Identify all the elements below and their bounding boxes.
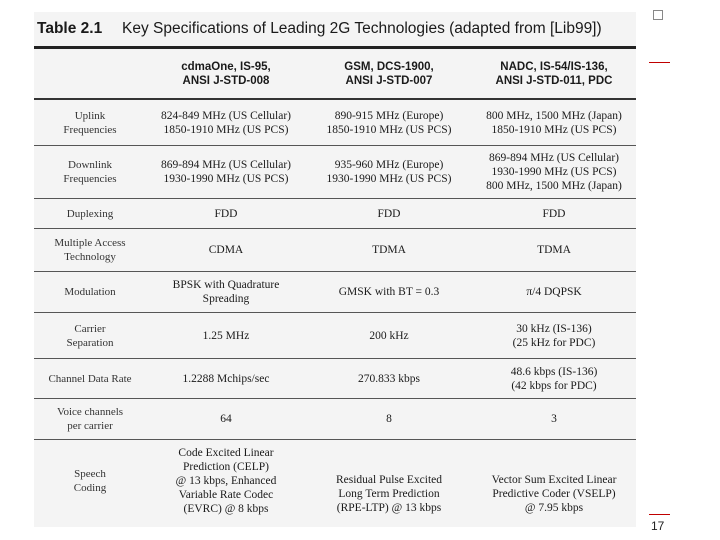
table-cell: 64 xyxy=(220,413,232,425)
row-label: Uplink Frequencies xyxy=(63,109,117,136)
table-cell: 3 xyxy=(551,413,557,425)
table-cell: FDD xyxy=(214,207,238,220)
table-cell: GMSK with BT = 0.3 xyxy=(338,286,440,298)
table-cell: FDD xyxy=(377,207,401,220)
table-cell: 8 xyxy=(386,413,392,425)
table-number: Table 2.1 xyxy=(37,20,103,37)
table-cell: FDD xyxy=(542,207,566,220)
header-cell-empty xyxy=(34,49,146,98)
slide-corner-marker xyxy=(653,10,663,20)
table-cell: 869-894 MHz (US Cellular) 1930-1990 MHz (US PCS) xyxy=(161,159,291,185)
header-row xyxy=(34,49,636,100)
table-cell: 890-915 MHz (Europe) 1850-1910 MHz (US PCS) xyxy=(326,109,452,136)
row-label: Downlink Frequencies xyxy=(63,159,117,185)
table-row xyxy=(34,313,636,359)
table-cell: 869-894 MHz (US Cellular) 1930-1990 MHz (US PCS) 800 MHz, 1500 MHz (Japan) xyxy=(486,152,622,192)
table-cell: 270.833 kbps xyxy=(358,372,420,385)
table-cell: BPSK with Quadrature Spreading xyxy=(172,279,280,305)
header-nadc: NADC, IS-54/IS-136, ANSI J-STD-011, PDC xyxy=(495,60,613,87)
row-label: Duplexing xyxy=(66,207,114,220)
table-cell: Residual Pulse Excited Long Term Prediction (RPE-LTP) @ 13 kbps xyxy=(335,474,443,514)
row-label: Channel Data Rate xyxy=(48,372,132,385)
table-row xyxy=(34,229,636,272)
accent-rule-top xyxy=(649,62,670,63)
page-number: 17 xyxy=(651,519,665,533)
table-title: Key Specifications of Leading 2G Technologies (adapted from [Lib99]) xyxy=(122,20,602,37)
table-cell: 200 kHz xyxy=(369,329,409,342)
table-cell: 935-960 MHz (Europe) 1930-1990 MHz (US PCS) xyxy=(326,159,452,185)
table-row xyxy=(34,440,636,521)
table-cell: TDMA xyxy=(372,244,406,256)
table-row xyxy=(34,399,636,440)
row-label: Carrier Separation xyxy=(66,322,114,349)
table-cell: CDMA xyxy=(208,244,244,256)
table-cell: 30 kHz (IS-136) (25 kHz for PDC) xyxy=(512,322,596,349)
table-cell: TDMA xyxy=(537,244,571,256)
table-row xyxy=(34,146,636,199)
table-cell: 1.2288 Mchips/sec xyxy=(182,372,270,385)
table-cell: 800 MHz, 1500 MHz (Japan) 1850-1910 MHz (US PCS) xyxy=(486,109,622,136)
table-row xyxy=(34,199,636,229)
table-row xyxy=(34,359,636,399)
table-scan xyxy=(34,12,636,527)
accent-rule-bottom xyxy=(649,514,670,515)
row-label: Speech Coding xyxy=(73,467,107,494)
header-gsm: GSM, DCS-1900, ANSI J-STD-007 xyxy=(344,60,434,87)
table-cell: 48.6 kbps (IS-136) (42 kbps for PDC) xyxy=(510,365,598,392)
row-label: Modulation xyxy=(64,286,116,298)
table-cell: π/4 DQPSK xyxy=(526,286,582,298)
row-label: Voice channels per carrier xyxy=(56,406,124,432)
table-caption xyxy=(34,12,636,46)
table-row xyxy=(34,100,636,146)
row-label: Multiple Access Technology xyxy=(54,237,126,263)
table-cell: Code Excited Linear Prediction (CELP) @ 13 kbps, Enhanced Variable Rate Codec (EVRC) @ 8 kbps xyxy=(175,446,277,515)
header-cdmaone: cdmaOne, IS-95, ANSI J-STD-008 xyxy=(181,60,271,87)
table-cell: 824-849 MHz (US Cellular) 1850-1910 MHz (US PCS) xyxy=(161,109,291,136)
table-cell: 1.25 MHz xyxy=(202,329,250,342)
table-cell: Vector Sum Excited Linear Predictive Coder (VSELP) @ 7.95 kbps xyxy=(491,474,617,514)
table-row xyxy=(34,272,636,313)
